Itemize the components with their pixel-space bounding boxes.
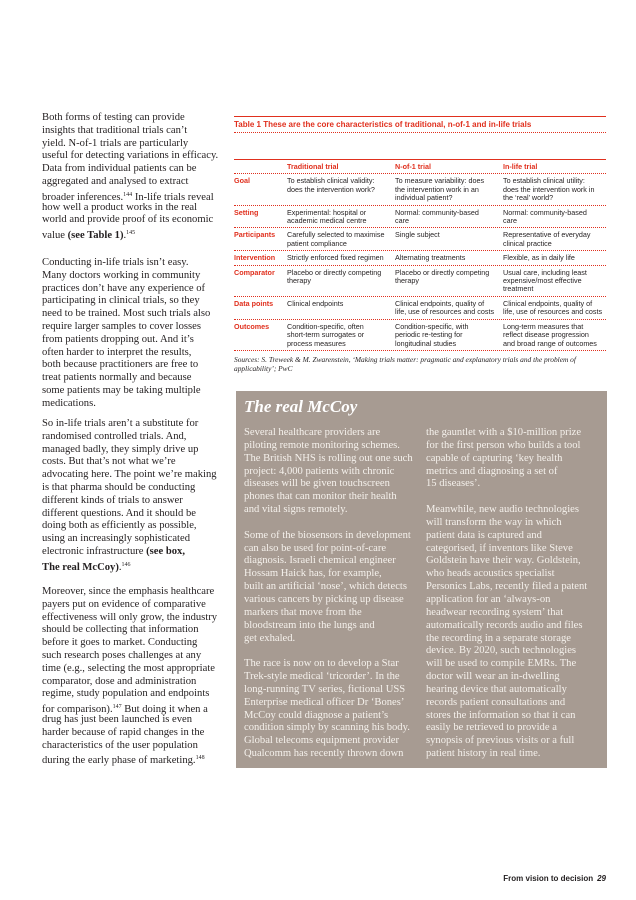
table-cell	[503, 231, 606, 248]
table-cell	[395, 177, 503, 202]
footnote-ref: 148	[195, 755, 205, 762]
cell-line: periodic re-testing for	[395, 330, 463, 340]
text-line: comparator, dose and administration	[42, 675, 197, 687]
box-text-line	[244, 645, 413, 658]
box-text-line: headwear recording system’ that	[426, 606, 564, 618]
text-line: different kinds of trials to answer	[42, 494, 183, 506]
text-line: Data from individual patients can be	[42, 163, 197, 175]
text-line: useful for detecting variations in efficacy.	[42, 150, 219, 162]
row-label: Goal	[234, 176, 250, 186]
text-line: often harder to interpret the results,	[42, 346, 192, 358]
cell-line: life, use of resources and costs	[395, 307, 495, 317]
box-text-line: application for an ‘always-on	[426, 593, 551, 605]
table-sources	[234, 355, 606, 373]
text-segment: value	[42, 230, 68, 242]
box-text-line: doctor will wear an in-dwelling	[426, 671, 560, 683]
box-text-line: get exhaled.	[244, 632, 296, 644]
box-text-line: Some of the biosensors in development	[244, 529, 411, 541]
box-text-line: device. By 2020, such technologies	[426, 645, 577, 657]
box-text-line: will be used to compile EMRs. The	[426, 658, 577, 670]
cell-line: does the intervention work?	[287, 184, 375, 194]
body-paragraph	[42, 586, 232, 765]
text-line	[42, 752, 232, 765]
cell-line: process measures	[287, 338, 346, 348]
cell-line: patient compliance	[287, 238, 347, 248]
table-cell	[395, 231, 503, 248]
text-segment: broader inferences.	[42, 191, 124, 203]
cell-line: longitudinal studies	[395, 338, 457, 348]
bold-reference: (see box,	[146, 545, 185, 557]
text-segment: for comparison).	[42, 704, 113, 716]
box-text-line: metrics and diagnosing a set of	[426, 465, 558, 477]
table-row	[234, 251, 606, 264]
cell-line: To establish clinical utility:	[503, 176, 585, 186]
cell-line: Clinical endpoints, quality of	[503, 298, 593, 308]
cell-line: treatment	[503, 284, 534, 294]
text-line: costs. But that’s not what we’re	[42, 456, 176, 468]
table-cell	[395, 209, 503, 226]
box-text-line: Enterprise medical officer Dr ‘Bones’	[244, 696, 405, 708]
box-column-right	[426, 427, 587, 761]
table-row	[234, 266, 606, 296]
text-line: require larger samples to cover losses	[42, 320, 201, 332]
table-cell	[287, 209, 395, 226]
row-label: Setting	[234, 207, 259, 217]
column-header: In-life trial	[503, 162, 538, 171]
cell-line: Clinical endpoints, quality of	[395, 298, 485, 308]
box-text-line: diagnosis. Israeli chemical engineer	[244, 555, 396, 567]
box-text-line: the gauntlet with a $10-million prize	[426, 427, 582, 438]
table-cell	[503, 269, 606, 294]
text-line: should be collecting that information	[42, 624, 199, 636]
text-line: Conducting in-life trials isn’t easy.	[42, 257, 189, 268]
cell-line: care	[395, 216, 409, 226]
box-text-line: categorised, if inventors like Steve	[426, 542, 573, 554]
row-label: Data points	[234, 298, 274, 308]
cell-line: Representative of everyday	[503, 230, 591, 240]
text-line: insights that traditional trials can’t	[42, 124, 188, 136]
box-text-line: and vital signs remotely.	[244, 504, 348, 516]
box-text-line: easily be retrieved to provide a	[426, 722, 557, 734]
cell-line: clinical practice	[503, 238, 552, 248]
table-bottom-rule	[234, 350, 606, 351]
box-text-line: McCoy could diagnose a patient’s	[244, 709, 389, 721]
cell-line: expensive/most effective	[503, 276, 582, 286]
text-line: characteristics of the user population	[42, 739, 198, 751]
text-line: from patients dropping out. And it’s	[42, 333, 194, 345]
table-row	[234, 174, 606, 204]
cell-line: Flexible, as in daily life	[503, 253, 575, 263]
body-paragraph	[42, 112, 232, 240]
cell-line: Condition-specific, often	[287, 321, 364, 331]
text-line: participating in clinical trials, so they	[42, 295, 200, 307]
table-row	[234, 320, 606, 350]
text-line: yield. N-of-1 trials are particularly	[42, 137, 189, 149]
box-text-line: bloodstream into the lungs and	[244, 619, 375, 631]
sources-line: Sources: S. Treweek & M. Zwarenstein, ‘Making trials matter: pragmatic and explanatory trials and the problem of	[234, 354, 576, 364]
text-segment: .	[123, 230, 127, 242]
box-text-line: phones that can monitor their health	[244, 491, 397, 503]
cell-line: Normal: community-based	[503, 207, 587, 217]
box-text-line: project: 4,000 patients with chronic	[244, 465, 395, 477]
body-paragraph	[42, 257, 232, 411]
text-line: such research poses challenges at any	[42, 649, 202, 661]
text-line: time (e.g., selecting the most appropriate	[42, 662, 215, 674]
cell-line: Normal: community-based	[395, 207, 479, 217]
text-segment: In-life trials reveal	[132, 191, 214, 203]
table-cell	[287, 323, 395, 348]
table-row	[234, 297, 606, 319]
table-cell	[287, 269, 395, 294]
table-cell	[287, 254, 395, 262]
column-header: N-of-1 trial	[395, 162, 431, 171]
box-text-line: for the first person who builds a tool	[426, 439, 581, 451]
cell-line: Strictly enforced fixed regimen	[287, 253, 384, 263]
text-line: payers put on evidence of comparative	[42, 598, 206, 610]
text-line: both because practitioners are free to	[42, 359, 199, 371]
cell-line: Clinical endpoints	[287, 298, 344, 308]
box-text-line: the recording in a separate storage	[426, 632, 572, 644]
cell-line: Single subject	[395, 230, 440, 240]
table-cell	[395, 323, 503, 348]
table-body	[234, 160, 606, 351]
bold-reference: The real McCoy)	[42, 561, 119, 573]
text-line: doing both as efficiently as possible,	[42, 520, 197, 532]
box-text-line: Hossam Haick has, for example,	[244, 568, 382, 580]
body-paragraph	[42, 418, 232, 572]
box-text-line: Qualcomm has recently thrown down	[244, 748, 404, 760]
box-text-line: Trek-style medical ‘tricorder’. In the	[244, 671, 400, 683]
box-text-line: can also be used for point-of-care	[244, 542, 387, 554]
box-text-line: automatically records audio and files	[426, 619, 583, 631]
text-segment: But doing it when a	[121, 704, 208, 716]
box-text-line: Meanwhile, new audio technologies	[426, 504, 579, 516]
box-text-line: Global telecoms equipment provider	[244, 735, 400, 747]
table-row	[234, 206, 606, 228]
text-line: harder because of rapid changes in the	[42, 726, 205, 738]
text-line: treat patients normally and because	[42, 372, 192, 384]
cell-line: To establish clinical validity:	[287, 176, 375, 186]
sidebar-box-real-mccoy	[236, 391, 607, 768]
text-line	[42, 546, 232, 559]
box-text-line: Several healthcare providers are	[244, 427, 381, 438]
box-text-line	[426, 491, 587, 504]
box-text-line: 15 diseases’.	[426, 478, 481, 490]
box-text-line: condition simply by scanning his body.	[244, 722, 410, 734]
text-line: Many doctors working in community	[42, 269, 201, 281]
table-cell	[287, 300, 395, 317]
box-text-line: who heads acoustics specialist	[426, 568, 555, 580]
table-cell	[287, 177, 395, 202]
cell-line: the intervention work in an	[395, 184, 479, 194]
cell-line: Usual care, including least	[503, 267, 587, 277]
row-label: Comparator	[234, 267, 275, 277]
text-segment: .	[118, 561, 122, 573]
footer-publication-title: From vision to decision	[503, 874, 594, 883]
text-line	[42, 189, 232, 202]
cell-line: the ‘real’ world?	[503, 193, 554, 203]
text-line: how well a product works in the real	[42, 201, 198, 213]
text-line: So in-life trials aren’t a substitute for	[42, 418, 199, 429]
table-cell	[395, 300, 503, 317]
cell-line: To measure variability: does	[395, 176, 485, 186]
box-text-line: stores the information so that it can	[426, 709, 576, 721]
row-label: Outcomes	[234, 321, 270, 331]
box-text-line: will transform the way in which	[426, 516, 562, 528]
text-line: different questions. And it should be	[42, 507, 196, 519]
box-text-line: markers that move from the	[244, 606, 362, 618]
box-text-line: hearing device that automatically	[426, 683, 567, 695]
table-cell	[395, 254, 503, 262]
text-line: regime, study population and endpoints	[42, 688, 210, 700]
box-text-line: Goldstein have their way. Goldstein,	[426, 555, 581, 567]
box-text-line: piloting remote monitoring schemes.	[244, 439, 400, 451]
table-cell	[503, 323, 606, 348]
table-title: Table 1 These are the core characteristics of traditional, n-of-1 and in-life trials	[234, 120, 532, 129]
table-header-row	[234, 160, 606, 173]
text-line	[42, 227, 232, 240]
box-text-line: patient data is captured and	[426, 529, 542, 541]
footnote-ref: 145	[126, 230, 136, 237]
text-line: drug has just been launched is even	[42, 713, 193, 725]
cell-line: Carefully selected to maximise	[287, 230, 385, 240]
text-segment: during the early phase of marketing.	[42, 755, 196, 767]
box-text-line: patient history in real time.	[426, 748, 541, 760]
table-1	[234, 116, 606, 373]
cell-line: Alternating treatments	[395, 253, 466, 263]
cell-line: academic medical centre	[287, 216, 367, 226]
text-line: using an increasingly sophisticated	[42, 533, 190, 545]
table-cell	[395, 269, 503, 294]
box-text-line: The British NHS is rolling out one such	[244, 452, 413, 464]
box-text-line: built an artificial ‘nose’, which detects	[244, 581, 407, 593]
footnote-ref: 144	[123, 191, 133, 198]
text-line: advocating here. The point we’re making	[42, 469, 217, 481]
text-line: Both forms of testing can provide	[42, 112, 185, 123]
cell-line: care	[503, 216, 517, 226]
cell-line: therapy	[287, 276, 311, 286]
table-cell	[503, 254, 606, 262]
box-title: The real McCoy	[244, 397, 358, 416]
cell-line: therapy	[395, 276, 419, 286]
text-line: world and provide proof of its economic	[42, 214, 214, 226]
text-line: effectiveness will only grow, the industry	[42, 611, 218, 623]
row-label: Participants	[234, 230, 276, 240]
column-header: Traditional trial	[287, 162, 339, 171]
text-line: medications.	[42, 397, 96, 409]
text-line	[42, 701, 232, 714]
text-line: randomised controlled trials. And,	[42, 430, 187, 442]
box-text-line: long-running TV series, fictional USS	[244, 683, 406, 695]
cell-line: life, use of resources and costs	[503, 307, 603, 317]
box-column-left	[244, 427, 413, 761]
text-line: practices don’t have any experience of	[42, 282, 206, 294]
table-cell	[503, 209, 606, 226]
box-text-line	[244, 517, 413, 530]
cell-line: and broad range of outcomes	[503, 338, 597, 348]
cell-line: does the intervention work in	[503, 184, 595, 194]
sources-line: applicability’; PwC	[234, 363, 293, 373]
column-header	[234, 163, 287, 171]
cell-line: individual patient?	[395, 193, 453, 203]
text-line: aggregated and analysed to extract	[42, 175, 189, 187]
row-label: Intervention	[234, 253, 276, 263]
text-line	[42, 559, 232, 572]
page-number: 29	[597, 874, 606, 883]
box-text-line: The race is now on to develop a Star	[244, 658, 399, 670]
box-text-line: diseases will be given touchscreen	[244, 478, 390, 490]
box-text-line: capable of capturing ‘key health	[426, 452, 563, 464]
cell-line: Placebo or directly competing	[395, 267, 490, 277]
page-footer	[503, 874, 606, 883]
box-text-line: synopsis of previous visits or a full	[426, 735, 575, 747]
cell-line: reflect disease progression	[503, 330, 589, 340]
cell-line: Long-term measures that	[503, 321, 584, 331]
footnote-ref: 147	[112, 704, 122, 711]
text-line: managed badly, they simply drive up	[42, 443, 199, 455]
cell-line: Placebo or directly competing	[287, 267, 382, 277]
table-cell	[503, 300, 606, 317]
table-cell	[287, 231, 395, 248]
text-line: need to be trained. Most such trials also	[42, 308, 211, 320]
table-cell	[503, 177, 606, 202]
text-line: some patients may be taking multiple	[42, 384, 201, 396]
box-text-line: various cancers by picking up disease	[244, 593, 404, 605]
cell-line: short-term surrogates or	[287, 330, 365, 340]
text-segment: electronic infrastructure	[42, 545, 147, 557]
cell-line: Condition-specific, with	[395, 321, 469, 331]
cell-line: Experimental: hospital or	[287, 207, 367, 217]
box-text-line: records patient consultations and	[426, 696, 566, 708]
bold-reference: (see Table 1)	[67, 230, 124, 242]
box-text-line: Personics Labs, recently filed a patent	[426, 581, 588, 593]
text-line: before it goes to market. Conducting	[42, 637, 198, 649]
text-line: Moreover, since the emphasis healthcare	[42, 586, 215, 597]
table-row	[234, 228, 606, 250]
footnote-ref: 146	[121, 561, 131, 568]
text-line: is that pharma should be conducting	[42, 481, 196, 493]
